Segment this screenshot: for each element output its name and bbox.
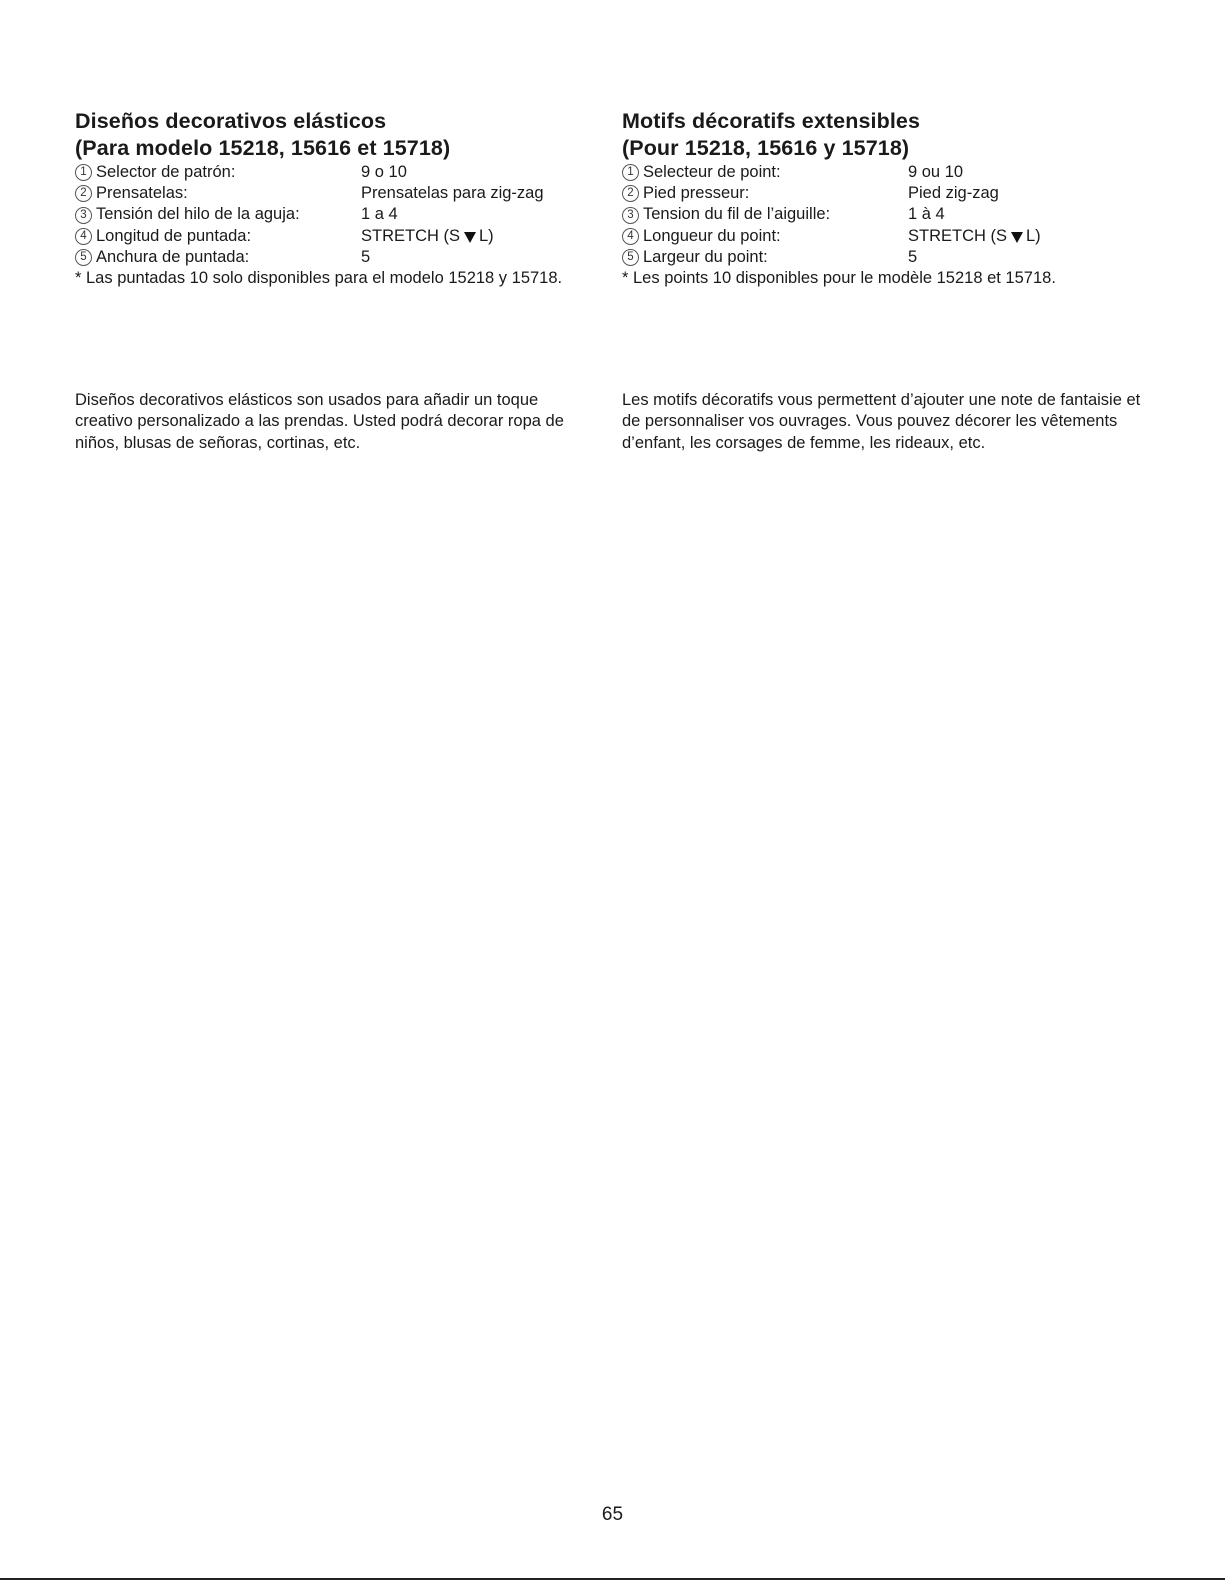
spanish-setting-row	[75, 183, 595, 204]
setting-label: Tension du fil de l’aiguille:	[643, 205, 831, 224]
french-settings-list	[622, 162, 1152, 289]
setting-value: Prensatelas para zig-zag	[361, 184, 544, 203]
circled-number-1: 1	[75, 164, 92, 181]
setting-value: 1 à 4	[908, 205, 945, 224]
circled-number-3: 3	[622, 207, 639, 224]
setting-label: Prensatelas:	[96, 184, 188, 203]
setting-value: 1 a 4	[361, 205, 398, 224]
setting-label: Selecteur de point:	[643, 163, 781, 181]
french-section	[622, 108, 1152, 289]
circled-number-1: 1	[622, 164, 639, 181]
setting-value: 9 ou 10	[908, 163, 964, 181]
circled-number-4: 4	[622, 228, 639, 245]
setting-value	[361, 226, 494, 247]
spanish-setting-row	[75, 226, 595, 247]
circled-number-4: 4	[75, 228, 92, 245]
circled-number-3: 3	[75, 207, 92, 224]
french-setting-row	[622, 247, 1152, 268]
spanish-setting-row	[75, 162, 595, 183]
circled-number-2: 2	[75, 185, 92, 202]
setting-label: Pied presseur:	[643, 184, 750, 203]
stretch-suffix: L)	[479, 226, 494, 245]
spanish-note: * Las puntadas 10 solo disponibles para el modelo 15218 y 15718.	[75, 269, 563, 288]
setting-label: Tensión del hilo de la aguja:	[96, 205, 300, 224]
spanish-title-line1: Diseños decorativos elásticos	[75, 109, 387, 133]
spanish-title	[75, 108, 595, 162]
stretch-prefix: STRETCH (S	[361, 226, 460, 245]
french-title-line2: (Pour 15218, 15616 y 15718)	[622, 136, 910, 160]
stretch-suffix: L)	[1026, 226, 1041, 245]
french-title	[622, 108, 1152, 162]
down-triangle-icon	[1011, 232, 1023, 243]
spanish-title-line2: (Para modelo 15218, 15616 et 15718)	[75, 136, 451, 160]
french-note: * Les points 10 disponibles pour le modèle 15218 et 15718.	[622, 269, 1056, 288]
stretch-prefix: STRETCH (S	[908, 226, 1007, 245]
setting-label: Longueur du point:	[643, 226, 781, 245]
bottom-divider	[0, 1578, 1225, 1580]
french-setting-row	[622, 226, 1152, 247]
circled-number-5: 5	[622, 249, 639, 266]
french-setting-row	[622, 204, 1152, 225]
setting-value: 9 o 10	[361, 163, 407, 181]
setting-label: Largeur du point:	[643, 247, 768, 266]
spanish-intro-paragraph: Diseños decorativos elásticos son usados para añadir un toque creativo personalizado a las prendas. Usted podrá decorar ropa de niños, blusas de señoras, cortinas, etc.	[75, 391, 564, 452]
setting-label: Longitud de puntada:	[96, 226, 252, 245]
down-triangle-icon	[464, 232, 476, 243]
setting-label: Anchura de puntada:	[96, 247, 250, 266]
spanish-setting-row	[75, 204, 595, 225]
french-setting-row	[622, 183, 1152, 204]
page-number: 65	[601, 1504, 624, 1525]
setting-value: Pied zig-zag	[908, 184, 999, 203]
setting-label: Selector de patrón:	[96, 163, 236, 181]
spanish-section	[75, 108, 595, 289]
circled-number-2: 2	[622, 185, 639, 202]
setting-value	[908, 226, 1041, 247]
french-setting-row	[622, 162, 1152, 183]
setting-value: 5	[361, 247, 371, 266]
circled-number-5: 5	[75, 249, 92, 266]
french-intro-paragraph: Les motifs décoratifs vous permettent d’ajouter une note de fantaisie et de personnaliser vos ouvrages. Vous pouvez décorer les vêtements d’enfant, les corsages de femme, les rideaux, etc.	[622, 391, 1141, 452]
spanish-setting-row	[75, 247, 595, 268]
spanish-settings-list	[75, 162, 595, 289]
french-title-line1: Motifs décoratifs extensibles	[622, 109, 921, 133]
setting-value: 5	[908, 247, 918, 266]
